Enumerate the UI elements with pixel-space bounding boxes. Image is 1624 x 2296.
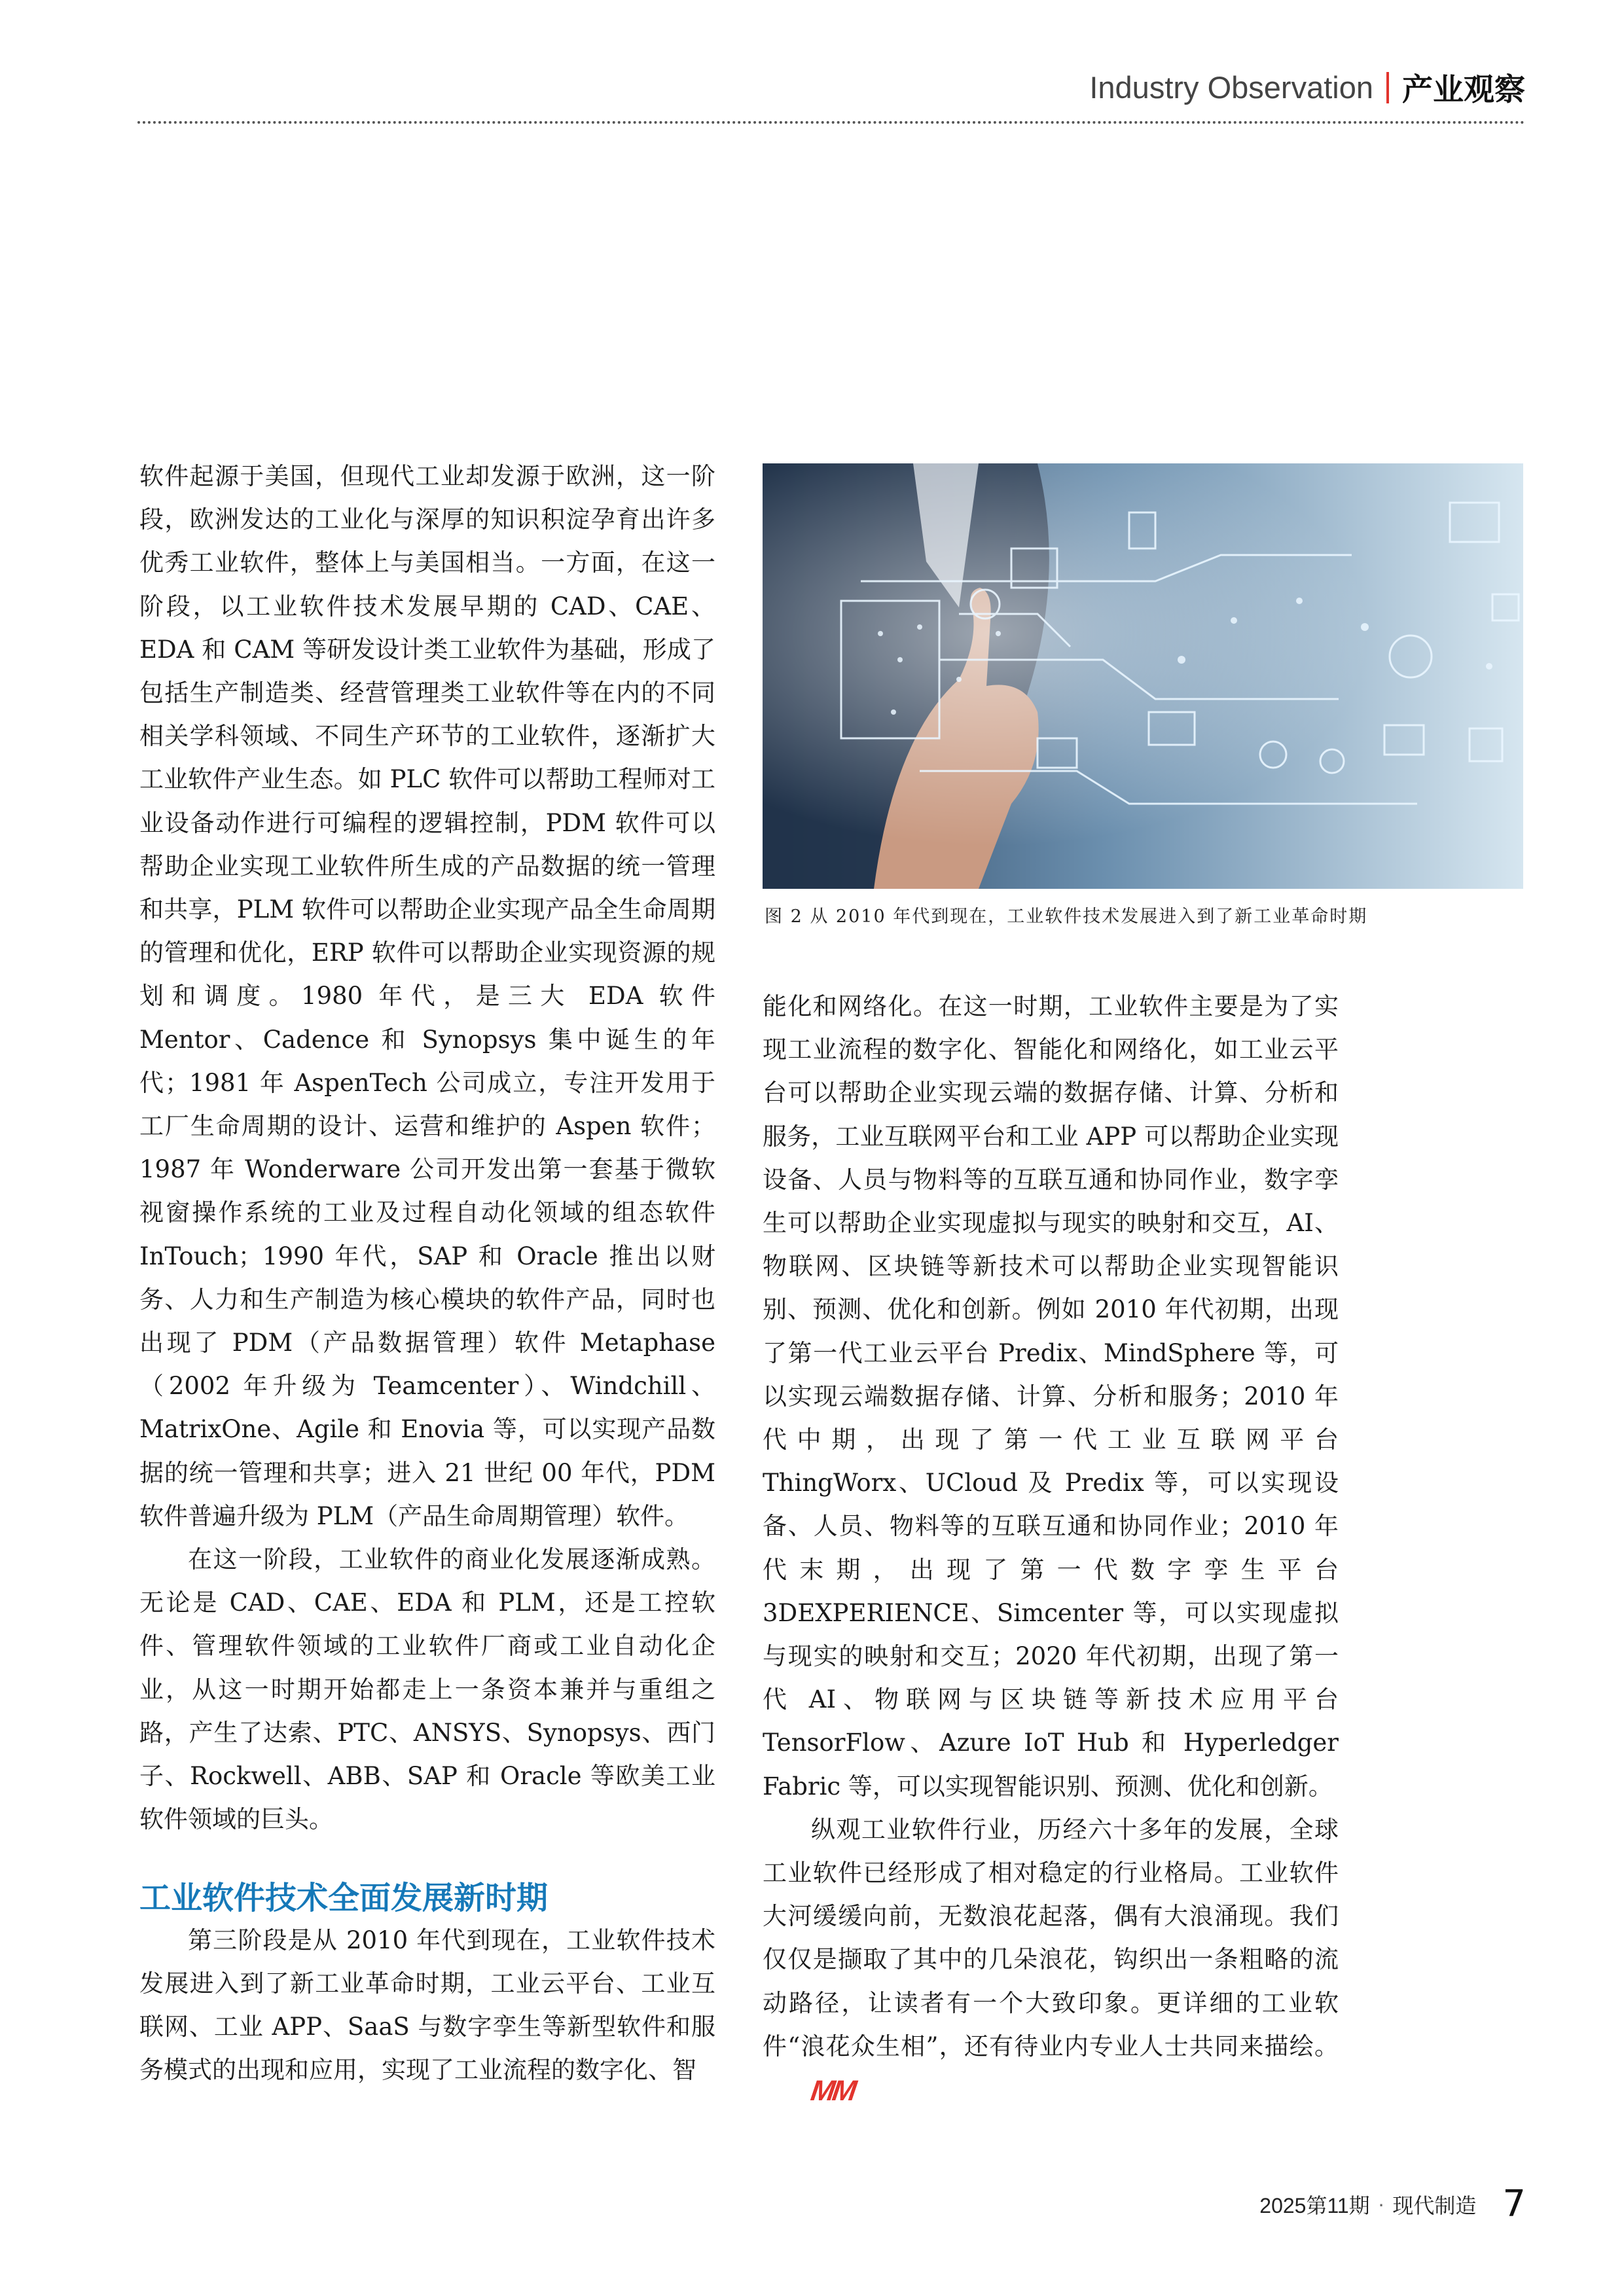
paragraph: 软件起源于美国，但现代工业却发源于欧洲，这一阶段，欧洲发达的工业化与深厚的知识积淀孕育出许多优秀工业软件，整体上与美国相当。一方面，在这一阶段，以工业软件技术发展早期的 CAD、CAE、EDA 和 CAM 等研发设计类工业软件为基础，形成了包括生产制造类、经营管理类工业软件等在内的不同相关学科领域、不同生产环节的工业软件，逐渐扩大工业软件产业生态。如 PLC 软件可以帮助工程师对工业设备动作进行可编程的逻辑控制，PDM 软件可以帮助企业实现工业软件所生成的产品数据的统一管理和共享，PLM 软件可以帮助企业实现产品全生命周期的管理和优化，ERP 软件可以帮助企业实现资源的规划和调度。1980 年代，是三大 EDA 软件 Mentor、Cadence 和 Synopsys 集中诞生的年代；1981 年 AspenTech 公司成立，专注开发用于工厂生命周期的设计、运营和维护的 Aspen 软件；1987 年 Wonderware 公司开发出第一套基于微软视窗操作系统的工业及过程自动化领域的组态软件 InTouch；1990 年代，SAP 和 Oracle 推出以财务、人力和生产制造为核心模块的软件产品，同时也出现了 PDM（产品数据管理）软件 Metaphase（2002 年升级为 Teamcenter）、Windchill、MatrixOne、Agile 和 Enovia 等，可以实现产品数据的统一管理和共享；进入 21 世纪 00 年代，PDM 软件普遍升级为 PLM（产品生命周期管理）软件。 xyxy=(139,462,715,1530)
left-column xyxy=(139,455,715,2092)
right-column xyxy=(763,985,1339,2113)
section-heading: 工业软件技术全面发展新时期 xyxy=(139,1879,549,1916)
issue-label: 2025第11期 xyxy=(1259,2193,1370,2217)
page-number: 7 xyxy=(1502,2183,1526,2225)
page-header xyxy=(137,62,1525,124)
page-footer xyxy=(1259,2183,1526,2225)
figure-caption: 图 2 从 2010 年代到现在，工业软件技术发展进入到了新工业革命时期 xyxy=(765,906,1368,927)
mm-end-mark-logo: MM xyxy=(808,2075,856,2108)
paragraph-text: 纵观工业软件行业，历经六十多年的发展，全球工业软件已经形成了相对稳定的行业格局。工业软件大河缓缓向前，无数浪花起落，偶有大浪涌现。我们仅仅是撷取了其中的几朵浪花，钩织出一条粗略的流动路径，让读者有一个大致印象。更详细的工业软件“浪花众生相”，还有待业内专业人士共同来描绘。 xyxy=(763,1815,1339,2060)
section-title-en: Industry Observation xyxy=(1089,70,1373,105)
paragraph xyxy=(763,1808,1339,2113)
header-divider xyxy=(1386,72,1389,103)
industrial-software-touch-illustration xyxy=(763,463,1523,889)
paragraph: 能化和网络化。在这一时期，工业软件主要是为了实现工业流程的数字化、智能化和网络化，如工业云平台可以帮助企业实现云端的数据存储、计算、分析和服务，工业互联网平台和工业 APP 可以帮助企业实现设备、人员与物料等的互联互通和协同作业，数字孪生可以帮助企业实现虚拟与现实的映射和交互，AI、物联网、区块链等新技术可以帮助企业实现智能识别、预测、优化和创新。例如 2010 年代初期，出现了第一代工业云平台 Predix、MindSphere 等，可以实现云端数据存储、计算、分析和服务；2010 年代中期，出现了第一代工业互联网平台 ThingWorx、UCloud 及 Predix 等，可以实现设备、人员、物料等的互联互通和协同作业；2010 年代末期，出现了第一代数字孪生平台 3DEXPERIENCE、Simcenter 等，可以实现虚拟与现实的映射和交互；2020 年代初期，出现了第一代 AI、物联网与区块链等新技术应用平台 TensorFlow、Azure IoT Hub 和 Hyperledger Fabric 等，可以实现智能识别、预测、优化和创新。 xyxy=(763,992,1339,1801)
footer-separator: · xyxy=(1377,2192,1385,2215)
figure-image xyxy=(763,463,1523,889)
paragraph: 第三阶段是从 2010 年代到现在，工业软件技术发展进入到了新工业革命时期，工业云平台、工业互联网、工业 APP、SaaS 与数字孪生等新型软件和服务模式的出现和应用，实现了工业流程的数字化、智 xyxy=(139,1926,715,2085)
section-title-cn: 产业观察 xyxy=(1402,72,1525,108)
paragraph: 在这一阶段，工业软件的商业化发展逐渐成熟。无论是 CAD、CAE、EDA 和 PLM，还是工控软件、管理软件领域的工业软件厂商或工业自动化企业，从这一时期开始都走上一条资本兼并与重组之路，产生了达索、PTC、ANSYS、Synopsys、西门子、Rockwell、ABB、SAP 和 Oracle 等欧美工业软件领域的巨头。 xyxy=(139,1545,715,1834)
magazine-name: 现代制造 xyxy=(1392,2193,1477,2217)
